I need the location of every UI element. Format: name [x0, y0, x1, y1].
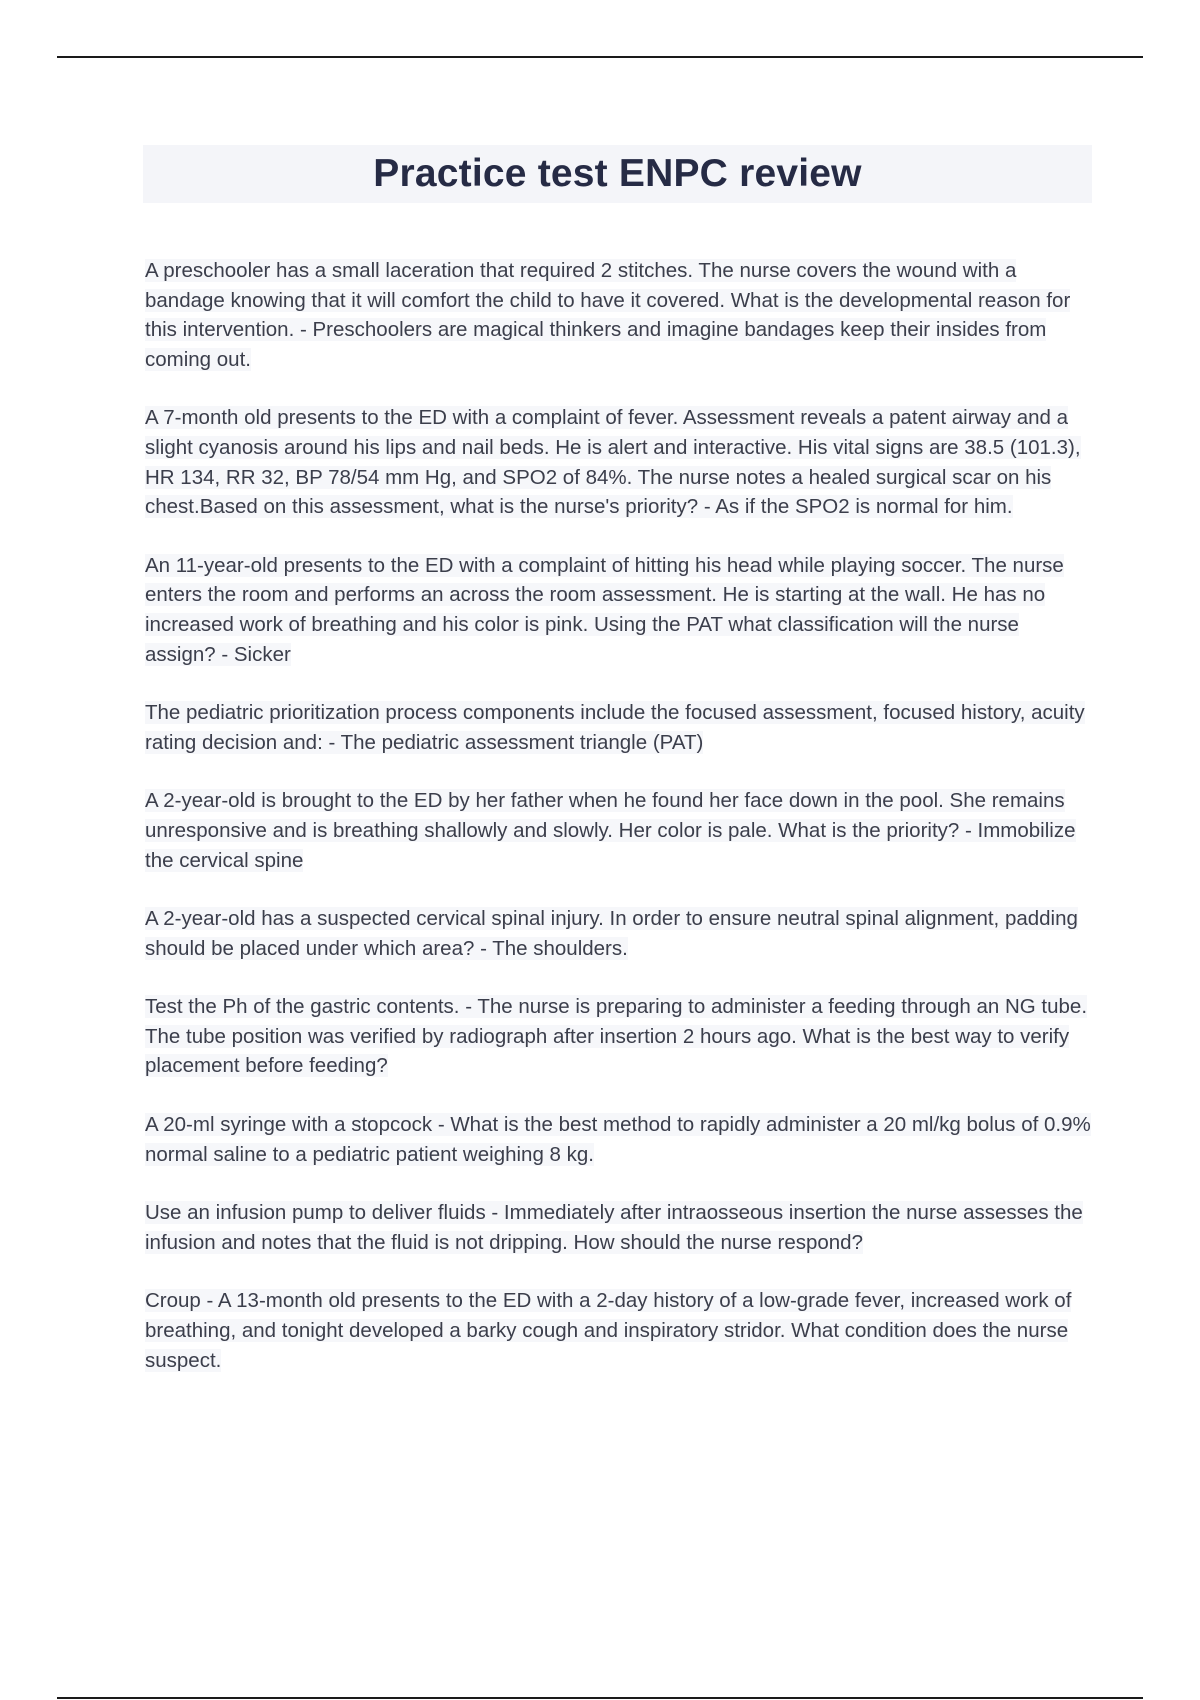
qa-text: Use an infusion pump to deliver fluids - Immediately after intraosseous insertion the nurse assesses the infusion and notes that the fluid is not dripping. How should the nurse respond?	[145, 1201, 1083, 1254]
qa-item	[145, 551, 1095, 669]
qa-item	[145, 698, 1095, 757]
qa-item	[145, 1110, 1095, 1169]
qa-item	[145, 256, 1095, 374]
document-body	[145, 256, 1095, 1404]
qa-item	[145, 992, 1095, 1081]
qa-text: A 2-year-old has a suspected cervical spinal injury. In order to ensure neutral spinal alignment, padding should be placed under which area? - The shoulders.	[145, 907, 1078, 960]
qa-text: An 11-year-old presents to the ED with a complaint of hitting his head while playing soccer. The nurse enters the room and performs an across the room assessment. He is starting at the wall. He has no increased work of breathing and his color is pink. Using the PAT what classification will the nurse assign? - Sicker	[145, 553, 1064, 666]
qa-item	[145, 1286, 1095, 1375]
qa-text: A 7-month old presents to the ED with a complaint of fever. Assessment reveals a patent airway and a slight cyanosis around his lips and nail beds. He is alert and interactive. His vital signs are 38.5 (101.3), HR 134, RR 32, BP 78/54 mm Hg, and SPO2 of 84%. The nurse notes a healed surgical scar on his chest.Based on this assessment, what is the nurse's priority? - As if the SPO2 is normal for him.	[145, 406, 1081, 519]
qa-item	[145, 786, 1095, 875]
qa-item	[145, 1198, 1095, 1257]
document-title: Practice test ENPC review	[373, 152, 862, 195]
qa-text: A 20-ml syringe with a stopcock - What is the best method to rapidly administer a 20 ml/kg bolus of 0.9% normal saline to a pediatric patient weighing 8 kg.	[145, 1113, 1091, 1166]
qa-text: A 2-year-old is brought to the ED by her father when he found her face down in the pool. She remains unresponsive and is breathing shallowly and slowly. Her color is pale. What is the priority? - Immobilize the cervical spine	[145, 789, 1076, 872]
qa-item	[145, 403, 1095, 521]
title-banner	[143, 145, 1092, 203]
top-rule	[57, 56, 1143, 58]
bottom-rule	[57, 1697, 1143, 1699]
qa-item	[145, 904, 1095, 963]
qa-text: Croup - A 13-month old presents to the ED with a 2-day history of a low-grade fever, increased work of breathing, and tonight developed a barky cough and inspiratory stridor. What condition does the nurse suspect.	[145, 1289, 1072, 1372]
qa-text: Test the Ph of the gastric contents. - The nurse is preparing to administer a feeding through an NG tube. The tube position was verified by radiograph after insertion 2 hours ago. What is the best way to verify placement before feeding?	[145, 995, 1088, 1078]
qa-text: A preschooler has a small laceration that required 2 stitches. The nurse covers the wound with a bandage knowing that it will comfort the child to have it covered. What is the developmental reason for this intervention. - Preschoolers are magical thinkers and imagine bandages keep their insides from coming out.	[145, 259, 1071, 371]
qa-text: The pediatric prioritization process components include the focused assessment, focused history, acuity rating decision and: - The pediatric assessment triangle (PAT)	[145, 701, 1085, 754]
